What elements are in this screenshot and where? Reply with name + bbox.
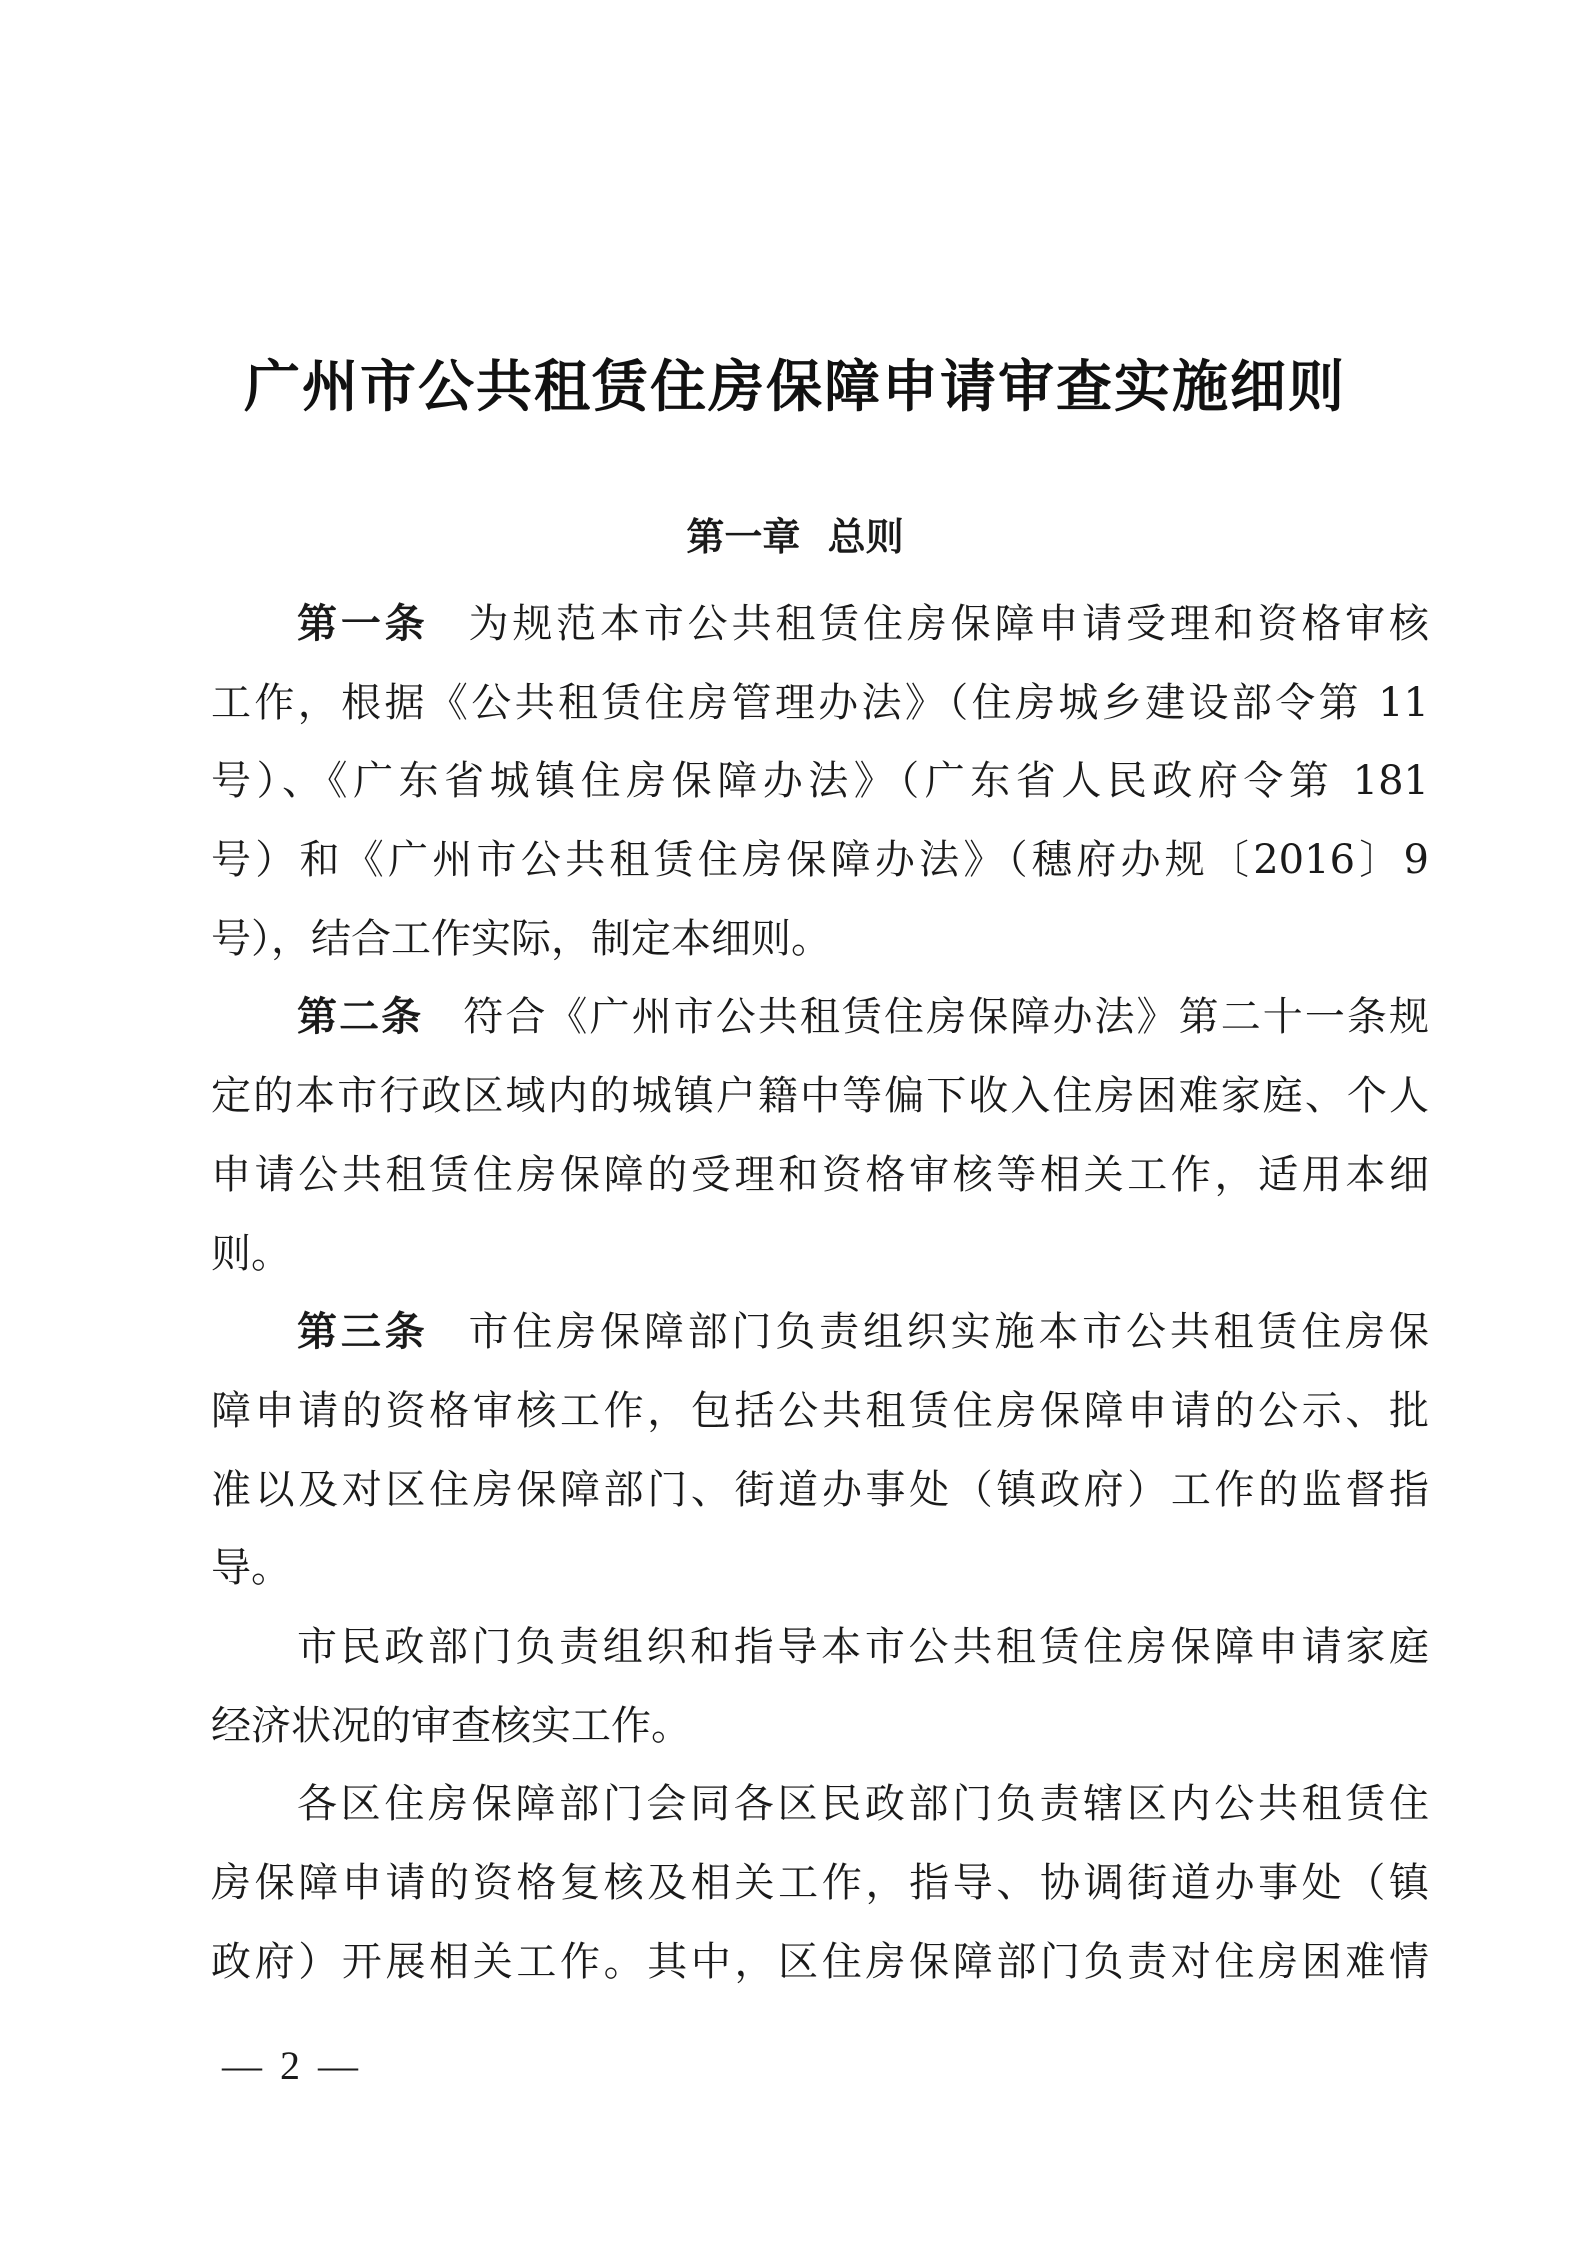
paragraph-line: 房保障申请的资格复核及相关工作，指导、协调街道办事处（镇	[211, 1860, 1429, 1906]
chapter-heading: 第一章 总则	[686, 515, 904, 559]
paragraph-line: 则。	[211, 1230, 291, 1277]
paragraph-line: 申请公共租赁住房保障的受理和资格审核等相关工作，适用本细	[211, 1151, 1429, 1198]
paragraph-line: 号）、《广东省城镇住房保障办法》（广东省人民政府令第 181	[211, 758, 1429, 805]
paragraph-line: 第二条 符合《广州市公共租赁住房保障办法》第二十一条规	[297, 994, 1430, 1041]
paragraph-line: 经济状况的审查核实工作。	[211, 1702, 691, 1749]
paragraph-line: 准以及对区住房保障部门、街道办事处（镇政府）工作的监督指	[211, 1466, 1429, 1513]
paragraph-line: 政府）开展相关工作。其中，区住房保障部门负责对住房困难情	[211, 1938, 1429, 1985]
page-number: — 2 —	[222, 2043, 362, 2088]
paragraph-line: 定的本市行政区域内的城镇户籍中等偏下收入住房困难家庭、个人	[211, 1073, 1429, 1120]
paragraph-line: 工作，根据《公共租赁住房管理办法》（住房城乡建设部令第 11	[211, 679, 1429, 726]
article-label: 第三条	[297, 1309, 429, 1356]
paragraph-line: 第三条 市住房保障部门负责组织实施本市公共租赁住房保	[297, 1309, 1429, 1356]
document-body	[211, 585, 1429, 2001]
article-label: 第二条	[297, 994, 424, 1041]
paragraph-line: 号），结合工作实际，制定本细则。	[211, 915, 831, 962]
article-label: 第一条	[297, 601, 429, 647]
paragraph-line: 导。	[211, 1545, 291, 1592]
document-title: 广州市公共租赁住房保障申请审查实施细则	[244, 355, 1346, 420]
paragraph-line: 市民政部门负责组织和指导本市公共租赁住房保障申请家庭	[297, 1623, 1429, 1670]
paragraph-line: 号）和《广州市公共租赁住房保障办法》（穗府办规〔2016〕9	[211, 837, 1429, 884]
paragraph-line: 障申请的资格审核工作，包括公共租赁住房保障申请的公示、批	[211, 1387, 1429, 1434]
paragraph-line: 第一条 为规范本市公共租赁住房保障申请受理和资格审核	[297, 601, 1429, 647]
paragraph-line: 各区住房保障部门会同各区民政部门负责辖区内公共租赁住	[297, 1781, 1429, 1828]
